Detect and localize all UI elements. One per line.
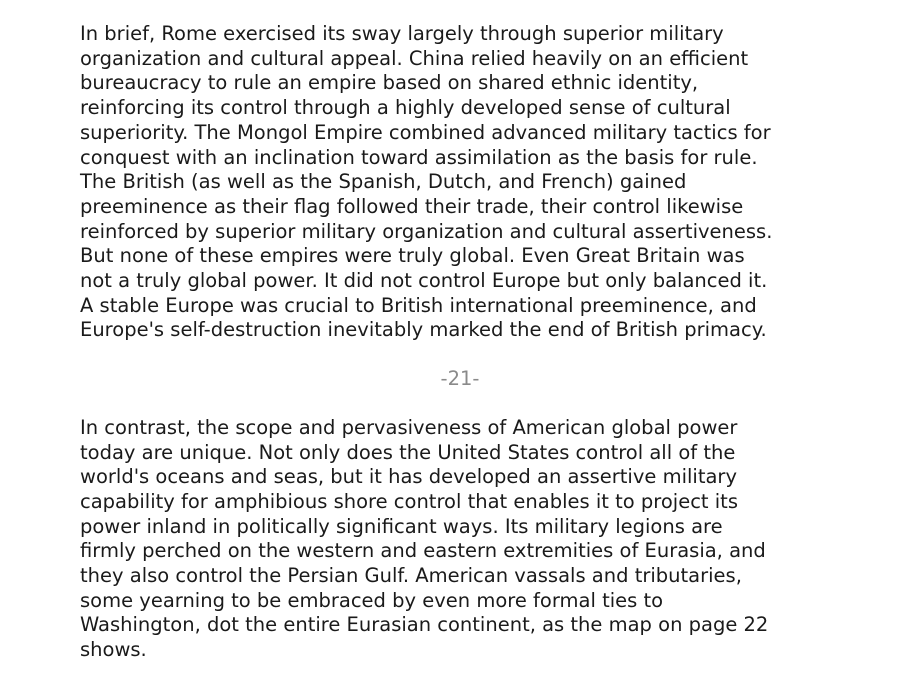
document-page bbox=[80, 22, 840, 663]
paragraph-rome-china-mongol-british: In brief, Rome exercised its sway largely through superior military organization and cultural appeal. China relied heavily on an efficient bureaucracy to rule an empire based on shared ethnic identity, reinforcing its control through a highly developed sense of cultural superiority. The Mongol Empire combined advanced military tactics for conquest with an inclination toward assimilation as the basis for rule. The British (as well as the Spanish, Dutch, and French) gained preeminence as their flag followed their trade, their control likewise reinforced by superior military organization and cultural assertiveness. But none of these empires were truly global. Even Great Britain was not a truly global power. It did not control Europe but only balanced it. A stable Europe was crucial to British international preeminence, and Europe's self-destruction inevitably marked the end of British primacy. bbox=[80, 22, 773, 342]
paragraph-american-global-power: In contrast, the scope and pervasiveness of American global power today are unique. Not only does the United States control all of the world's oceans and seas, but it has developed an assertive military capability for amphibious shore control that enables it to project its power inland in politically significant ways. Its military legions are firmly perched on the western and eastern extremities of Eurasia, and they also control the Persian Gulf. American vassals and tributaries, some yearning to be embraced by even more formal ties to Washington, dot the entire Eurasian continent, as the map on page 22 shows. bbox=[80, 415, 769, 662]
page-number: -21- bbox=[440, 367, 480, 391]
